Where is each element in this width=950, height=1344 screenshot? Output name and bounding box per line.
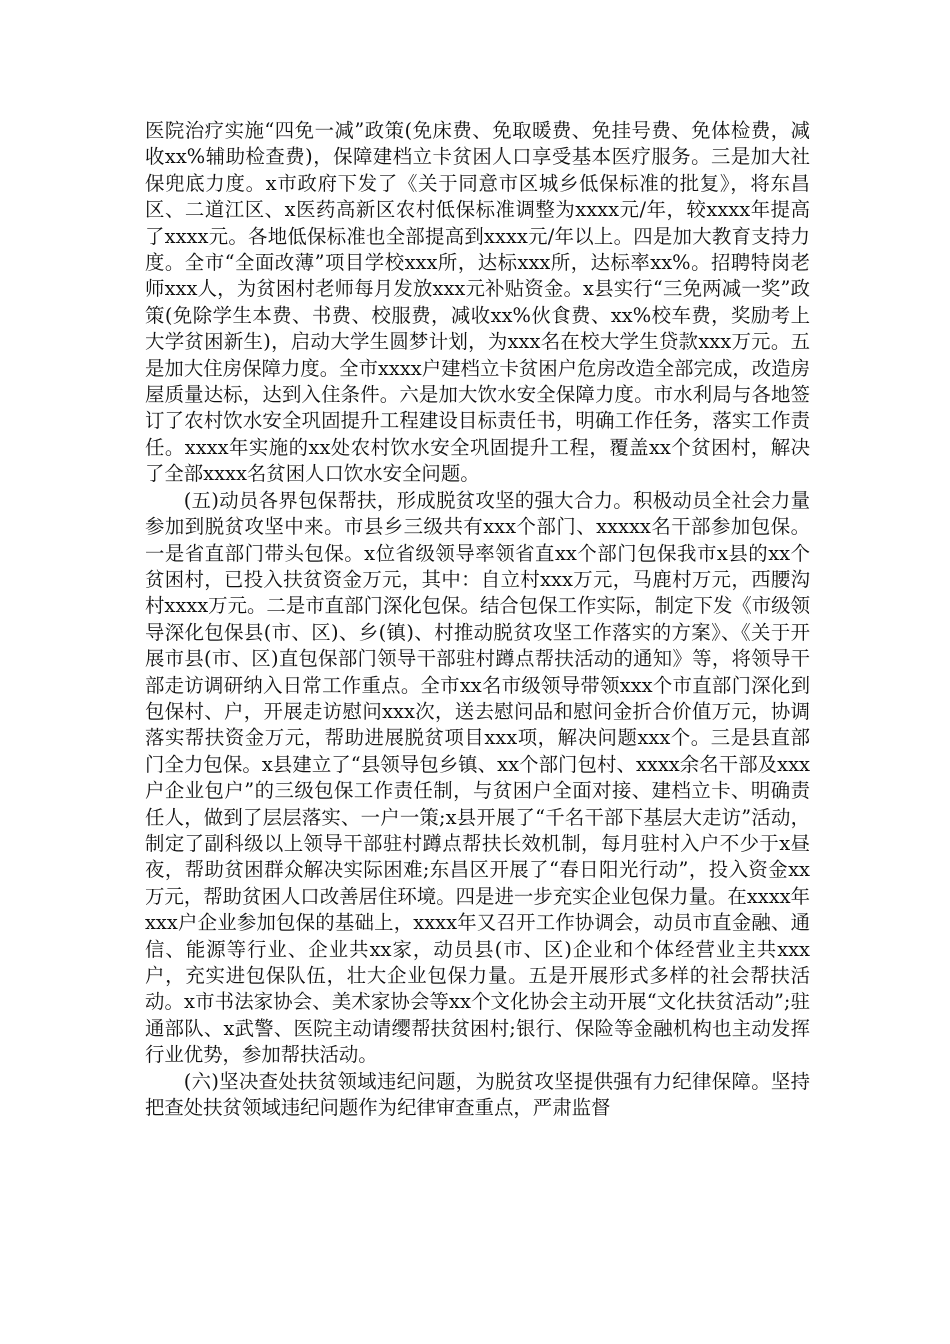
paragraph-section-5-social-support: (五)动员各界包保帮扶，形成脱贫攻坚的强大合力。积极动员全社会力量参加到脱贫攻坚中来。市县乡三级共有xxx个部门、xxxxx名干部参加包保。一是省直部门带头包保。x位省级领导率领省直xx个部门包保我市x县的xx个贫困村，已投入扶贫资金万元，其中：自立村xxx万元，马鹿村万元，西腰沟村xxxx万元。二是市直部门深化包保。结合包保工作实际，制定下发《市级领导深化包保县(市、区)、乡(镇)、村推动脱贫攻坚工作落实的方案》、《关于开展市县(市、区)直包保部门领导干部驻村蹲点帮扶活动的通知》等，将领导干部走访调研纳入日常工作重点。全市xx名市级领导带领xxx个市直部门深化到包保村、户，开展走访慰问xxx次，送去慰问品和慰问金折合价值万元，协调落实帮扶资金万元，帮助进展脱贫项目xxx项，解决问题xxx个。三是县直部门全力包保。x县建立了“县领导包乡镇、xx个部门包村、xxxx余名干部及xxx户企业包户”的三级包保工作责任制，与贫困户全面对接、建档立卡、明确责任人，做到了层层落实、一户一策;x县开展了“千名干部下基层大走访”活动，制定了副科级以上领导干部驻村蹲点帮扶长效机制，每月驻村入户不少于x昼夜，帮助贫困群众解决实际困难;东昌区开展了“春日阳光行动”，投入资金xx万元，帮助贫困人口改善居住环境。四是进一步充实企业包保力量。在xxxx年xxx户企业参加包保的基础上，xxxx年又召开工作协调会，动员市直金融、通信、能源等行业、企业共xx家，动员县(市、区)企业和个体经营业主共xxx户，充实进包保队伍，壮大企业包保力量。五是开展形式多样的社会帮扶活动。x市书法家协会、美术家协会等xx个文化协会主动开展“文化扶贫活动”;驻通部队、x武警、医院主动请缨帮扶贫困村;银行、保险等金融机构也主动发挥行业优势，参加帮扶活动。 — [145, 488, 810, 1067]
paragraph-health-education-housing-water: 医院治疗实施“四免一减”政策(免床费、免取暖费、免挂号费、免体检费，减收xx%辅助检查费)，保障建档立卡贫困人口享受基本医疗服务。三是加大社保兜底力度。x市政府下发了《关于同意市区城乡低保标准的批复》，将东昌区、二道江区、x医药高新区农村低保标准调整为xxxx元/年，较xxxx年提高了xxxx元。各地低保标准也全部提高到xxxx元/年以上。四是加大教育支持力度。全市“全面改薄”项目学校xxx所，达标xxx所，达标率xx%。招聘特岗老师xxx人，为贫困村老师每月发放xxx元补贴资金。x县实行“三免两减一奖”政策(免除学生本费、书费、校服费，减收xx%伙食费、xx%校车费，奖励考上大学贫困新生)，启动大学生圆梦计划，为xxx名在校大学生贷款xxx万元。五是加大住房保障力度。全市xxxx户建档立卡贫困户危房改造全部完成，改造房屋质量达标，达到入住条件。六是加大饮水安全保障力度。市水利局与各地签订了农村饮水安全巩固提升工程建设目标责任书，明确工作任务，落实工作责任。xxxx年实施的xx处农村饮水安全巩固提升工程，覆盖xx个贫困村，解决了全部xxxx名贫困人口饮水安全问题。 — [145, 119, 810, 486]
paragraph-section-6-discipline: (六)坚决查处扶贫领域违纪问题，为脱贫攻坚提供强有力纪律保障。坚持把查处扶贫领域违纪问题作为纪律审查重点，严肃监督 — [145, 1069, 810, 1120]
document-page — [145, 118, 810, 1121]
